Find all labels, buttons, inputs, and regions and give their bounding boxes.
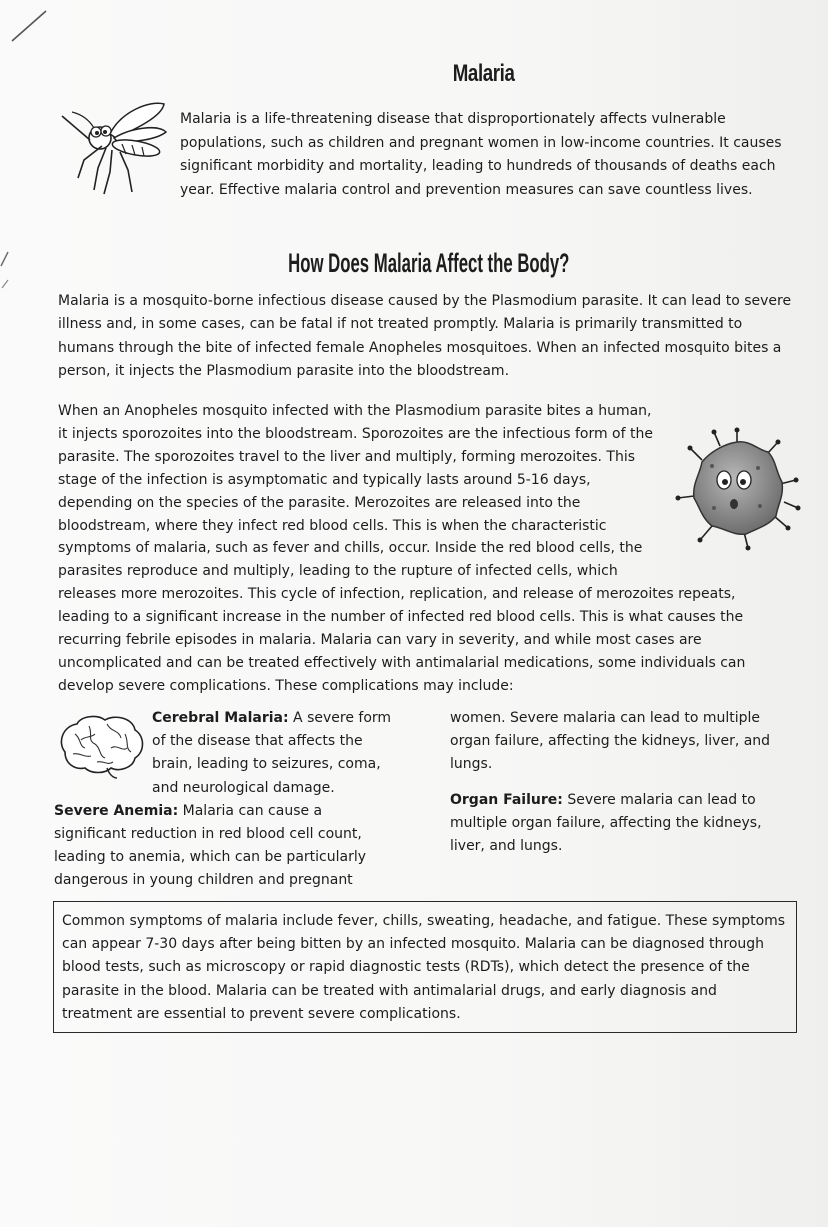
cerebral-malaria-label: Cerebral Malaria: bbox=[152, 710, 289, 726]
pen-mark-icon bbox=[10, 5, 50, 45]
intro-paragraph: Malaria is a life-threatening disease that disproportionately affects vulnerable populations, such as children and pregnant women in low-income countries. It causes significant morbidity and mortality, leading to hundreds of thousands of deaths each year. Effective malaria control and prevention measures can save countless lives. bbox=[180, 111, 782, 198]
virus-icon bbox=[672, 424, 802, 554]
organ-failure-label: Organ Failure: bbox=[450, 791, 563, 808]
lifecycle-paragraph: When an Anopheles mosquito infected with the Plasmodium parasite bites a human, it injects sporozoites into the bloodstream. Sporozoites are the infectious form of the parasite. The sporozoites travel to the liver and multiply, forming merozoites. This stage of the infection is asymptomatic and typically lasts around 5-16 days, depending on the species of the parasite. Merozoites are released into the bloodstream, where they infect red blood cells. This is when the characteristic symptoms of malaria, such as fever and chills, occur. Inside the red blood cells, the parasites reproduce and multiply, leading to the rupture of infected cells, which releases more merozoites. This cycle of infection, replication, and release of merozoites repeats, leading to a significant increase in the number of infected red blood cells. This is what causes the recurring febrile episodes in malaria. Malaria can vary in severity, and while most cases are uncomplicated and can be treated effectively with antimalarial medications, some individuals can develop severe complications. These complications may include: bbox=[58, 403, 746, 694]
complications-left-column: Cerebral Malaria: A severe form of the disease that affects the brain, leading to seizures, coma, and neurological damage. Severe Anemia: Malaria can cause a significant reduction in red blood cell count, leading to anemia, which can be particularly dangerous in young children and pregnant bbox=[54, 710, 392, 889]
complications-right-column: women. Severe malaria can lead to multiple organ failure, affecting the kidneys, liver, and lungs. Organ Failure: Severe malaria can lead to multiple organ failure, affecting the kidneys, liver, and lungs. bbox=[450, 710, 771, 855]
symptoms-box bbox=[53, 901, 797, 1033]
transmission-paragraph: Malaria is a mosquito-borne infectious disease caused by the Plasmodium parasite. It can lead to severe illness and, in some cases, can be fatal if not treated promptly. Malaria is primarily transmitted to humans through the bite of infected female Anopheles mosquitoes. When an infected mosquito bites a person, it injects the Plasmodium parasite into the bloodstream. bbox=[58, 293, 792, 379]
section-heading: How Does Malaria Affect the Body? bbox=[288, 248, 570, 278]
symptoms-text: Common symptoms of malaria include fever, chills, sweating, headache, and fatigue. These symptoms can appear 7-30 days after being bitten by an infected mosquito. Malaria can be diagnosed through blood tests, such as microscopy or rapid diagnostic tests (RDTs), which detect the presence of the parasite in the blood. Malaria can be treated with antimalarial drugs, and early diagnosis and treatment are essential to prevent severe complications. bbox=[62, 913, 786, 1022]
mosquito-icon bbox=[58, 98, 170, 198]
severe-anemia-label: Severe Anemia: bbox=[54, 802, 179, 819]
page-title: Malaria bbox=[453, 60, 515, 87]
